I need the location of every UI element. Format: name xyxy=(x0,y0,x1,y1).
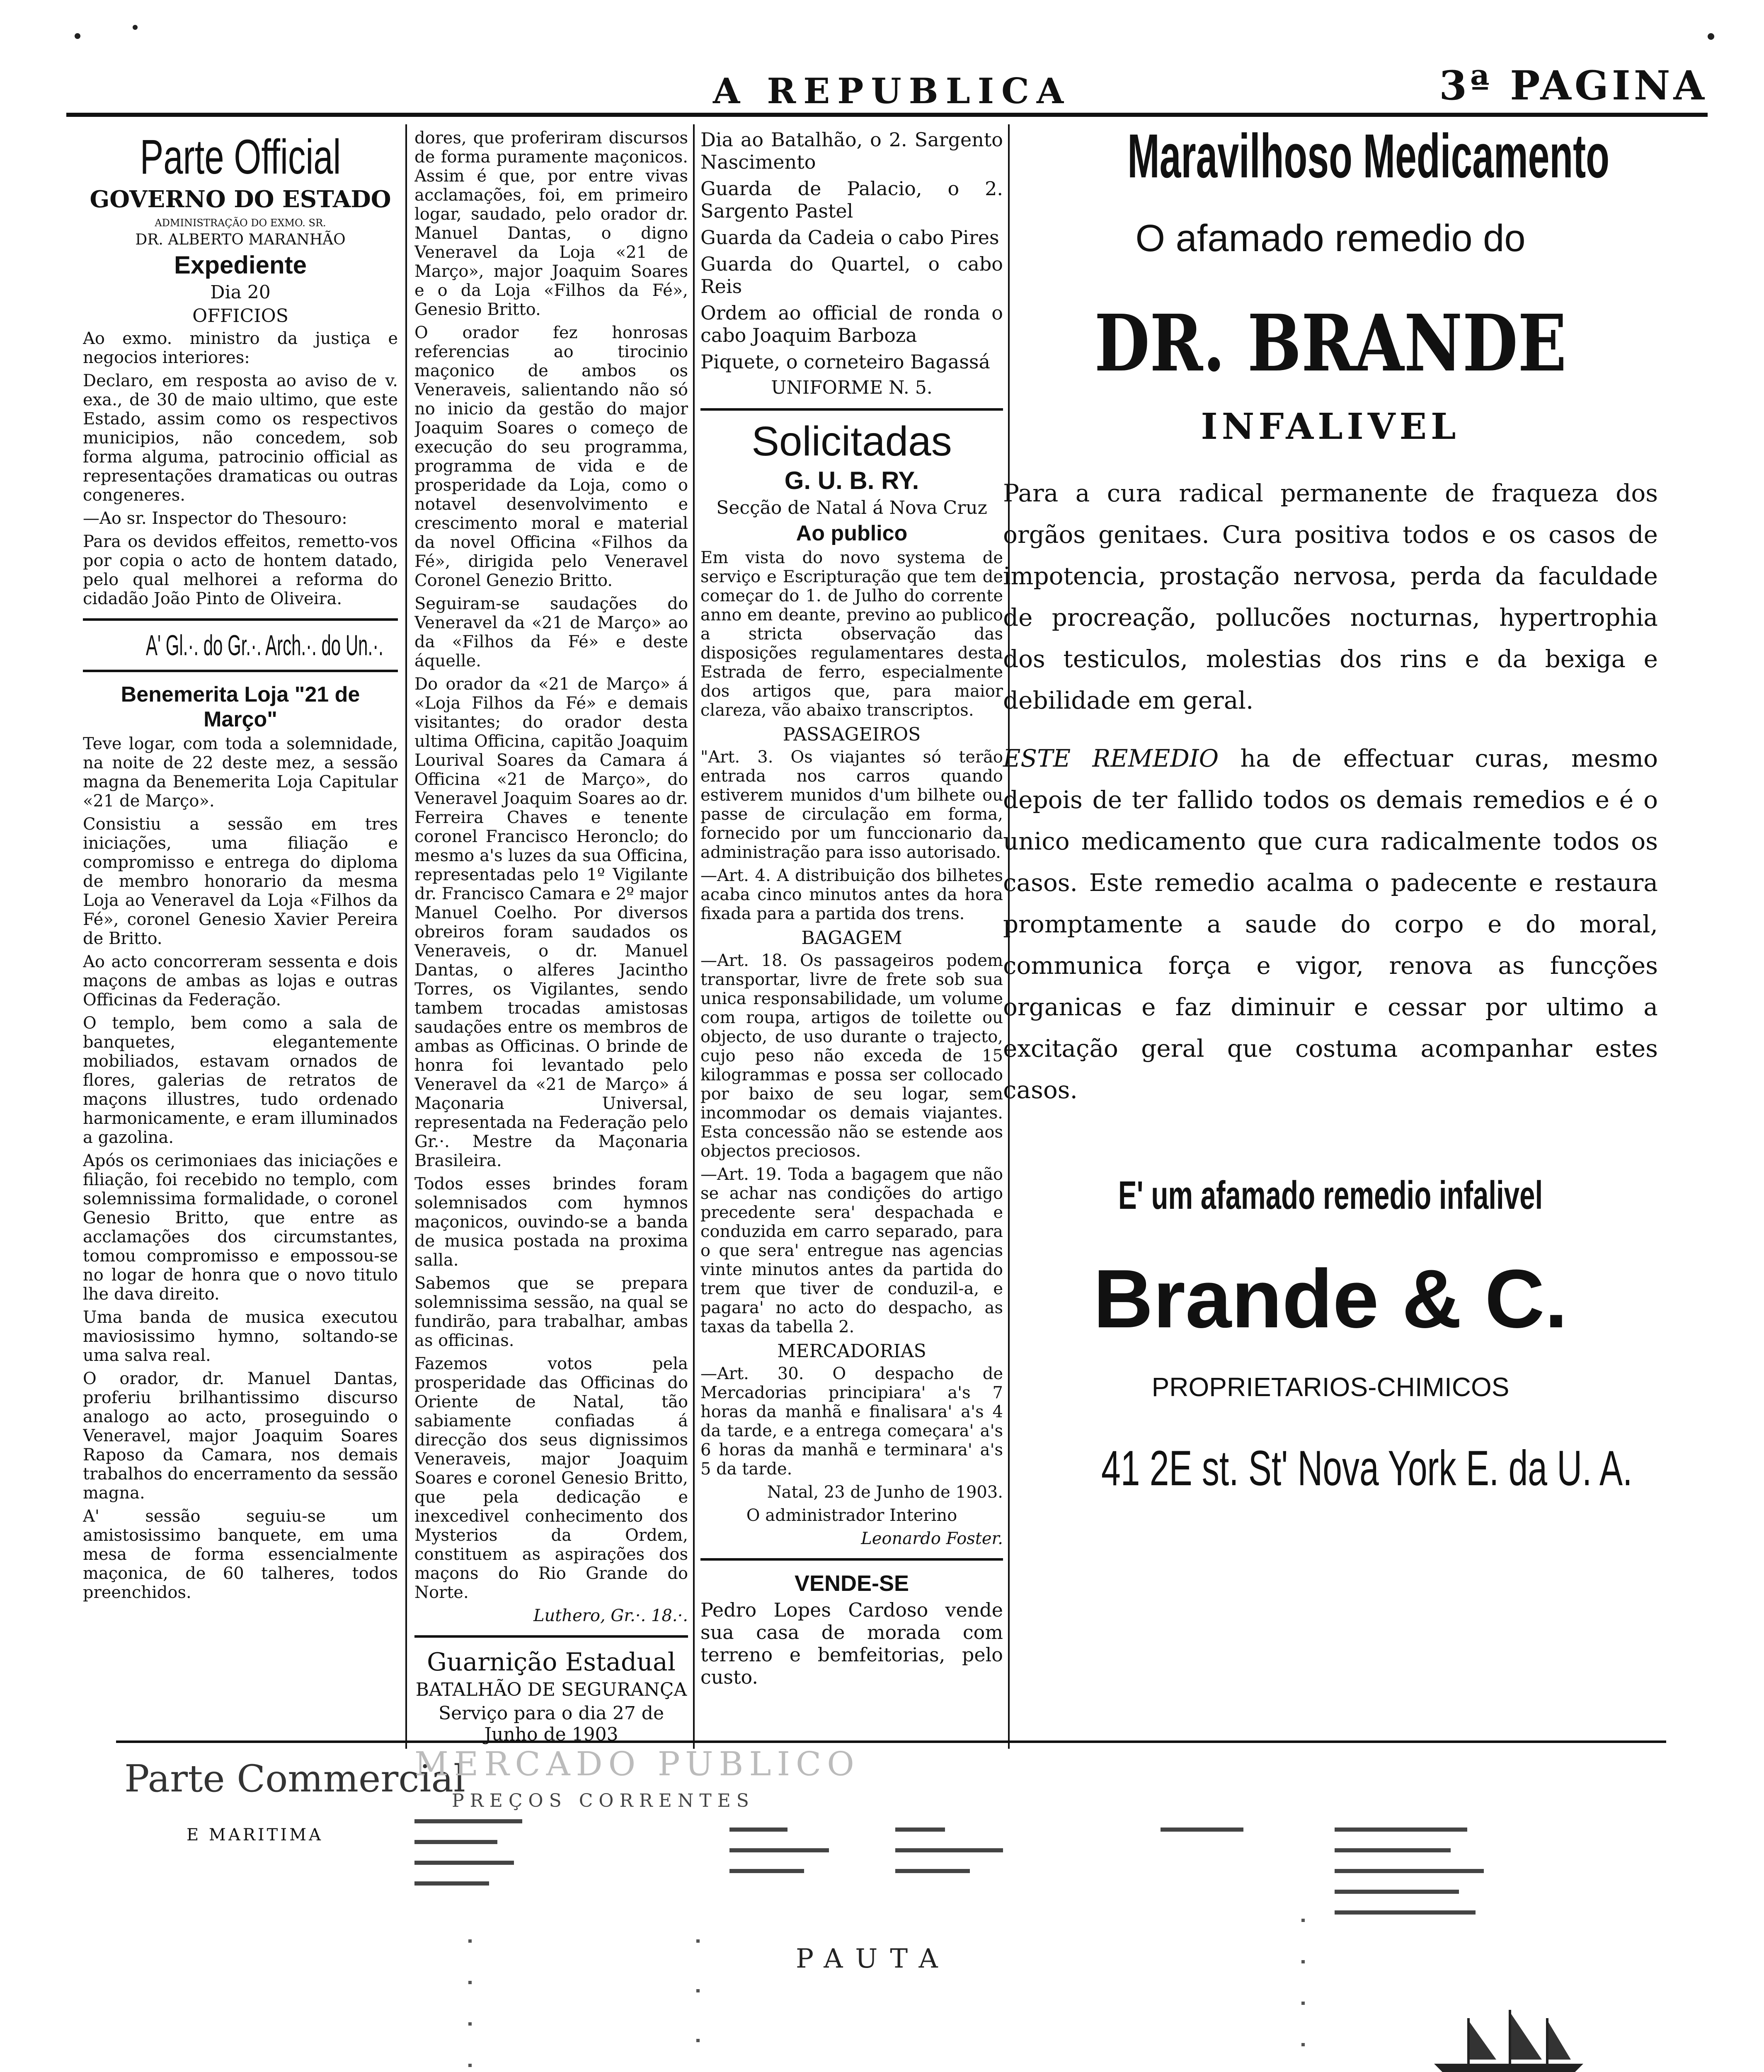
paragraph: O templo, bem como a sala de banquetes, elegantemente mobiliados, estavam ornados de flores, galerias de retratos de maçons illustres, tudo ordenado harmonicamente, e eram illuminados a gazolina. xyxy=(83,1014,398,1147)
ad-body-2-text: ha de effectuar curas, mesmo depois de ter fallido todos os demais remedios e é o unico medicamento que cura radicalmente todos os casos. Este remedio acalma o padecente e restaura promptamente a saude do corpo e do moral, communica força e vigor, renova as funcções organicas e faz diminuir e cessar por ultimo a excitação geral que costuma acompanhar estes casos. xyxy=(1003,744,1658,1104)
scan-speck xyxy=(75,33,80,39)
date-line: Dia 20 xyxy=(210,282,271,303)
paragraph: dores, que proferiram discursos de forma puramente maçonicos. Assim é que, por entre vivas acclamações, foi, em primeiro logar, saudado, pelo orador dr. Manuel Dantas, o digno Veneravel da Loja «21 de Março», major Joaquim Soares e o da Loja «Filhos da Fé», Genesio Britto. xyxy=(414,128,688,319)
medicine-advertisement xyxy=(1003,120,1658,1720)
paragraph: O orador fez honrosas referencias ao tirocinio maçonico de ambos os Veneraveis, salientando não só no inicio da gestão do major Joaquim Soares o começo de execução do seu programma, programma de vida e de prosperidade da Loja, como o notavel desenvolvimento e crescimento moral e material da novel Officina «Filhos da Fé», dirigida pelo Veneravel Coronel Genezio Britto. xyxy=(414,323,688,590)
column-notices xyxy=(700,128,1003,1745)
uniforme-line: UNIFORME N. 5. xyxy=(771,377,933,398)
admin-name: DR. ALBERTO MARANHÃO xyxy=(135,231,346,248)
government-title: GOVERNO DO ESTADO xyxy=(90,186,391,213)
paragraph: Todos esses brindes foram solemnisados com hymnos maçonicos, ouvindo-se a banda de musica postada na proxima salla. xyxy=(414,1174,688,1270)
ship-icon xyxy=(1426,2002,1592,2072)
paragraph: Guarda da Cadeia o cabo Pires xyxy=(700,226,999,249)
paragraph: Dia ao Batalhão, o 2. Sargento Nascimento xyxy=(700,128,1003,173)
expediente-heading: Expediente xyxy=(174,251,307,279)
ad-body-2 xyxy=(1003,738,1658,1111)
paragraph: —Art. 18. Os passageiros podem transportar, livre de frete sob sua unica responsabilidade, um volume com roupa, artigos de toilette ou objecto, de uso durante o trajecto, cujo peso não exceda de 15 kilogrammas e possa ser collocado por baixo de seu logar, sem incommodar os demais viajantes. Esta concessão não se estende aos objectos preciosos. xyxy=(700,951,1003,1161)
bagagem-heading: BAGAGEM xyxy=(801,927,902,949)
ad-brand: DR. BRANDE xyxy=(1094,298,1567,389)
masonic-heading: A' Gl.·. do Gr.·. Arch.·. do Un.·. xyxy=(146,629,383,661)
divider xyxy=(83,670,398,672)
paragraph: Ao acto concorreram sessenta e dois maçons de ambas as lojas e outras Officinas da Federação. xyxy=(83,952,398,1009)
masthead xyxy=(66,62,1708,112)
paragraph: —Art. 30. O despacho de Mercadorias principiara' a's 7 horas da manhã e finalisara' a's 4 da tarde, e a entrega começara' a's 6 horas da manhã e terminara' a's 5 da tarde. xyxy=(700,1364,1003,1479)
servico-line: Serviço para o dia 27 de Junho de 1903 xyxy=(438,1703,664,1745)
paragraph: Sabemos que se prepara solemnissima sessão, na qual se fundirão, para trabalhar, ambas as officinas. xyxy=(414,1274,688,1350)
admin-signature: Leonardo Foster. xyxy=(861,1529,1003,1548)
precos-heading: PREÇOS CORRENTES xyxy=(452,1790,755,1811)
paragraph: Ao exmo. ministro da justiça e negocios interiores: xyxy=(83,329,398,367)
column-divider xyxy=(693,124,695,1749)
paragraph: Seguiram-se saudações do Veneravel da «21 de Março» ao da «Filhos da Fé» e deste áquelle. xyxy=(414,594,688,670)
guarnicao-heading: Guarnição Estadual xyxy=(427,1648,676,1677)
column-masonic-continued xyxy=(414,128,688,1745)
paragraph: Do orador da «21 de Março» á «Loja Filhos da Fé» e demais visitantes; do orador desta ultima Officina, capitão Joaquim Lourival Soares da Camara á Officina «21 de Março», do Veneravel Joaquim Soares ao dr. Ferreira Chaves e tenente coronel Francisco Heronclo; do mesmo a's luzes da sua Officina, representadas pelo 1º Vigilante dr. Francisco Camara e 2º major Manuel Coelho. Por diversos obreiros foram saudados os Veneraveis, o dr. Manuel Dantas, o alferes Jacintho Torres, os Vigilantes, sendo tambem trocadas amistosas saudações entre os membros de ambas as Officinas. O brinde de honra foi levantado pelo Veneravel da «21 de Março» á Maçonaria Universal, representada na Federação pelo Gr.·. Mestre da Maçonaria Brasileira. xyxy=(414,675,688,1170)
paragraph: Consistiu a sessão em tres iniciações, uma filiação e compromisso e entrega do diploma de membro honorario da mesma Loja ao Veneravel da Loja «Filhos da Fé», coronel Genesio Xavier Pereira de Britto. xyxy=(83,815,398,948)
column-divider xyxy=(405,124,407,1749)
admin-line: O administrador Interino xyxy=(746,1506,957,1525)
vende-se-heading: VENDE-SE xyxy=(794,1571,909,1596)
divider xyxy=(700,1558,1003,1561)
secao-line: Secção de Natal á Nova Cruz xyxy=(716,497,987,518)
page-label: 3ª PAGINA xyxy=(1439,62,1708,109)
paragraph: Para os devidos effeitos, remetto-vos por copia o acto de hontem datado, pelo qual melhorei a reforma do cidadão João Pinto de Oliveira. xyxy=(83,532,398,608)
paragraph: Guarda de Palacio, o 2. Sargento Pastel xyxy=(700,177,1003,222)
paragraph: Teve logar, com toda a solemnidade, na noite de 22 deste mez, a sessão magna da Benemerita Loja Capitular «21 de Março». xyxy=(83,734,398,811)
mercado-heading: MERCADO PUBLICO xyxy=(414,1745,860,1783)
section-title: Parte Official xyxy=(140,130,341,184)
divider xyxy=(700,408,1003,411)
paragraph: Fazemos votos pela prosperidade das Officinas do Oriente de Natal, tão sabiamente confiadas á direcção dos seus dignissimos Veneraveis, major Joaquim Soares e coronel Genesio Britto, que pela dedicação e inexcedivel conhecimento dos Mysterios da Ordem, constituem as aspirações dos maçons do Rio Grande do Norte. xyxy=(414,1354,688,1602)
paragraph: —Ao sr. Inspector do Thesouro: xyxy=(83,509,347,528)
article-title: Benemerita Loja "21 de Março" xyxy=(121,683,360,731)
ad-body-1: Para a cura radical permanente de fraqueza dos orgãos genitaes. Cura positiva todos e os casos de impotencia, prostação nervosa, perda da faculdade de procreação, pollucões nocturnas, hypertrophia dos testiculos, molestias dos rins e da bexiga e debilidade em geral. xyxy=(1003,479,1658,714)
paragraph: Declaro, em resposta ao aviso de v. exa., de 30 de maio ultimo, que este Estado, assim como os respectivos municipios, não concedem, sob forma alguma, patrocinio official as representações dramaticas ou outras congeneres. xyxy=(83,371,398,505)
ad-headline: Maravilhoso Medicamento xyxy=(1127,121,1609,191)
officios-heading: OFFICIOS xyxy=(192,305,288,327)
scan-speck xyxy=(1708,33,1714,40)
pauta-heading: PAUTA xyxy=(796,1944,950,1974)
commercial-heading: Parte Commercial xyxy=(124,1757,465,1801)
mercadorias-heading: MERCADORIAS xyxy=(777,1341,926,1362)
paragraph: Piquete, o corneteiro Bagassá xyxy=(700,351,990,373)
ad-address: 41 2E st. St' Nova York E. da U. A. xyxy=(1101,1440,1633,1496)
admin-line: ADMINISTRAÇÃO DO EXMO. SR. xyxy=(155,217,326,229)
paragraph: A' sessão seguiu-se um amistosissimo banquete, em uma mesa de forma essencialmente maçonica, de 60 talheres, todos preenchidos. xyxy=(83,1507,398,1602)
solicitadas-heading: Solicitadas xyxy=(751,418,952,465)
scan-speck xyxy=(133,25,138,30)
paragraph: Após os cerimoniaes das iniciações e filiação, foi recebido no templo, com solemnissima formalidade, o coronel Genesio Britto, que entre as acclamações dos circumstantes, tomou compromisso e empossou-se no logar de honra que o novo titulo lhe dava direito. xyxy=(83,1151,398,1304)
ad-proprietors: PROPRIETARIOS-CHIMICOS xyxy=(1151,1372,1510,1402)
date-line: Natal, 23 de Junho de 1903. xyxy=(767,1483,1003,1502)
ad-subheadline: O afamado remedio do xyxy=(1135,217,1526,259)
paragraph: —Art. 4. A distribuição dos bilhetes acaba cinco minutos antes da hora fixada para a partida dos trens. xyxy=(700,866,1003,923)
paragraph: —Art. 19. Toda a bagagem que não se achar nas condições do artigo precedente sera' despachada e conduzida em carro separado, para o que sera' entregue nas agencias vinte minutos antes da partida do trem que tiver de conduzil-a, e pagara' no acto do despacho, as taxas da tabella 2. xyxy=(700,1165,1003,1336)
paragraph: Guarda do Quartel, o cabo Reis xyxy=(700,253,1003,298)
column-official xyxy=(83,128,398,1745)
newspaper-title: A REPUBLICA xyxy=(713,70,1071,111)
masthead-rule xyxy=(66,113,1708,117)
ao-publico-heading: Ao publico xyxy=(796,521,908,545)
paragraph: Ordem ao official de ronda o cabo Joaquim Barboza xyxy=(700,302,1003,346)
paragraph: Uma banda de musica executou maviosissimo hymno, soltando-se uma salva real. xyxy=(83,1308,398,1365)
ad-infalivel: INFALIVEL xyxy=(1201,406,1460,448)
signature: Luthero, Gr.·. 18.·. xyxy=(533,1606,688,1625)
ad-tagline: E' um afamado remedio infalivel xyxy=(1118,1173,1543,1218)
paragraph: Pedro Lopes Cardoso vende sua casa de morada com terreno e bemfeitorias, pelo custo. xyxy=(700,1599,1003,1688)
paragraph: O orador, dr. Manuel Dantas, proferiu brilhantissimo discurso analogo ao acto, proseguindo o Veneravel, major Joaquim Soares Raposo da Camara, nos demais trabalhos do encerramento da sessão magna. xyxy=(83,1369,398,1503)
ad-company: Brande & C. xyxy=(1093,1253,1568,1345)
paragraph: "Art. 3. Os viajantes só terão entrada nos carros quando estiverem munidos d'um bilhete ou passe de circulação em forma, fornecido por um funccionario da administração para isso autorisado. xyxy=(700,748,1003,862)
maritima-heading: E MARITIMA xyxy=(187,1825,323,1844)
railway-heading: G. U. B. RY. xyxy=(784,467,919,494)
divider xyxy=(414,1635,688,1638)
ad-body-2-lead: ESTE REMEDIO xyxy=(1003,744,1219,772)
divider xyxy=(83,618,398,621)
passageiros-heading: PASSAGEIROS xyxy=(783,724,921,745)
batalhao-heading: BATALHÃO DE SEGURANÇA xyxy=(415,1679,687,1700)
paragraph: Em vista do novo systema de serviço e Escripturação que tem de começar do 1. de Julho do corrente anno em deante, previno ao publico a stricta observação das disposições regulamentares desta Estrada de ferro, especialmente dos artigos que, para maior clareza, vão abaixo transcriptos. xyxy=(700,548,1003,720)
